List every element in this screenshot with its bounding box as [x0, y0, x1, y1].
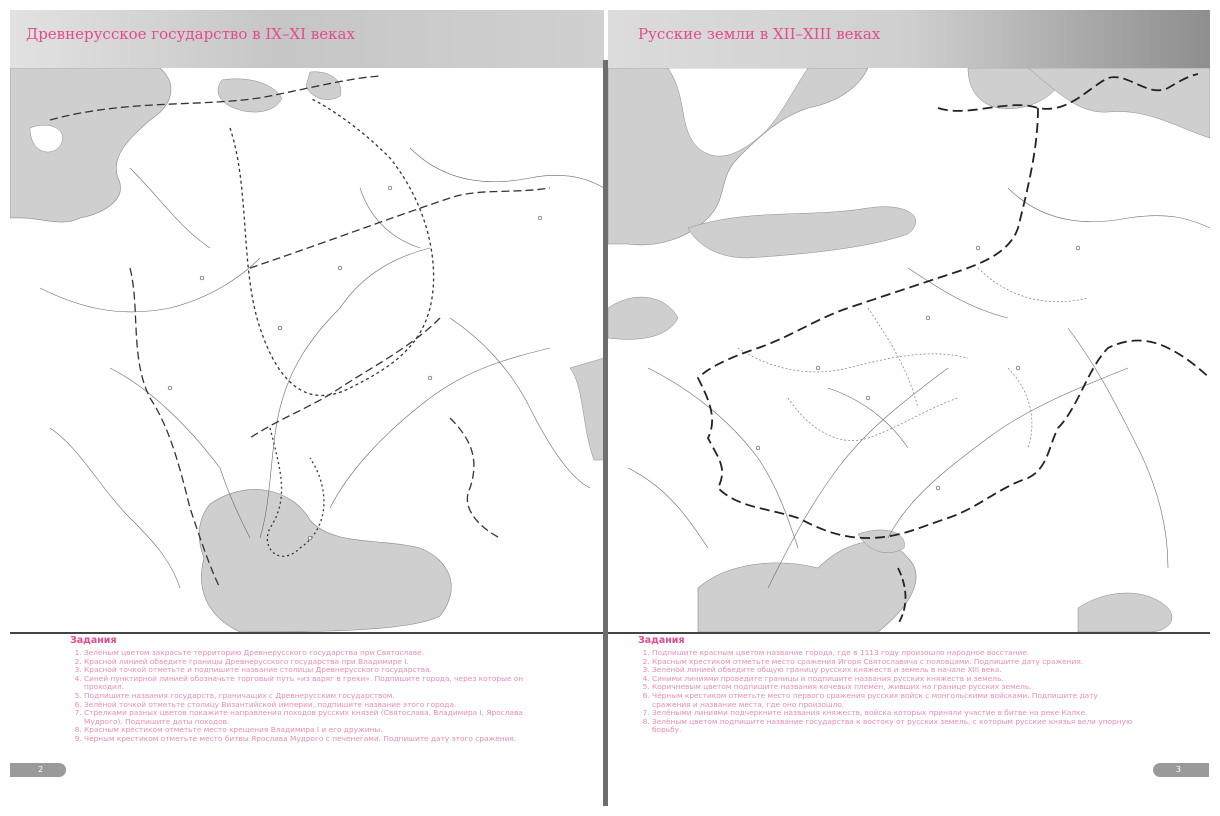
left-task-item: 6. Зелёной точкой отметьте столицу Византийской империи, подпишите название этого города.	[84, 701, 540, 710]
left-task-item: 4. Синей пунктирной линией обозначьте торговый путь «из варяг в греки». Подпишите города, через которые он проходил.	[84, 675, 540, 692]
left-page	[0, 0, 604, 816]
right-page-title: Русские земли в XII–XIII веках	[638, 25, 881, 43]
right-task-list	[638, 649, 1138, 735]
left-task-item: 5. Подпишите названия государств, граничащих с Древнерусским государством.	[84, 692, 540, 701]
left-task-item: 2. Красной линией обведите границы Древнерусского государства при Владимире I.	[84, 658, 540, 667]
right-tasks	[638, 635, 1138, 735]
left-task-item: 3. Красной точкой отметьте и подпишите название столицы Древнерусского государства.	[84, 666, 540, 675]
left-task-list	[70, 649, 540, 744]
right-task-item: 8. Зелёным цветом подпишите название государства к востоку от русских земель, с которым русские князья вели упорную борьбу.	[652, 718, 1138, 735]
left-task-item: 7. Стрелками разных цветов покажите направления походов русских князей (Святослава, Владимира I, Ярослава Мудрого). Подпишите даты походов.	[84, 709, 540, 726]
right-task-item: 4. Синими линиями проведите границы и подпишите названия русских княжеств и земель.	[652, 675, 1138, 684]
left-map	[10, 68, 604, 634]
right-page	[608, 0, 1220, 816]
left-page-number: 2	[10, 763, 66, 777]
right-task-item: 6. Чёрным крестиком отметьте место первого сражения русских войск с монгольскими войсками. Подпишите дату сражения и название места, где оно произошло.	[652, 692, 1138, 709]
right-task-item: 7. Зелёными линиями подчеркните названия княжеств, войска которых приняли участие в битве на реке Калке.	[652, 709, 1138, 718]
right-task-item: 5. Коричневым цветом подпишите названия кочевых племён, живших на границе русских земель.	[652, 683, 1138, 692]
left-tasks	[70, 635, 540, 744]
right-map-svg	[608, 68, 1210, 632]
left-map-svg	[10, 68, 604, 632]
right-task-item: 3. Зелёной линией обведите общую границу русских княжеств и земель в начале XIII века.	[652, 666, 1138, 675]
left-task-item: 9. Чёрным крестиком отметьте место битвы Ярослава Мудрого с печенегами. Подпишите дату этого сражения.	[84, 735, 540, 744]
right-map	[608, 68, 1210, 634]
right-task-item: 2. Красным крестиком отметьте место сражения Игоря Святославича с половцами. Подпишите дату сражения.	[652, 658, 1138, 667]
left-task-item: 8. Красным крестиком отметьте место крещения Владимира I и его дружины.	[84, 726, 540, 735]
left-task-item: 1. Зелёным цветом закрасьте территорию Древнерусского государства при Святославе.	[84, 649, 540, 658]
right-task-item: 1. Подпишите красным цветом название города, где в 1113 году произошло народное восстание.	[652, 649, 1138, 658]
right-page-number: 3	[1153, 763, 1209, 777]
left-page-title: Древнерусское государство в IX–XI веках	[26, 25, 355, 43]
right-tasks-heading: Задания	[638, 635, 685, 646]
left-tasks-heading: Задания	[70, 635, 117, 646]
